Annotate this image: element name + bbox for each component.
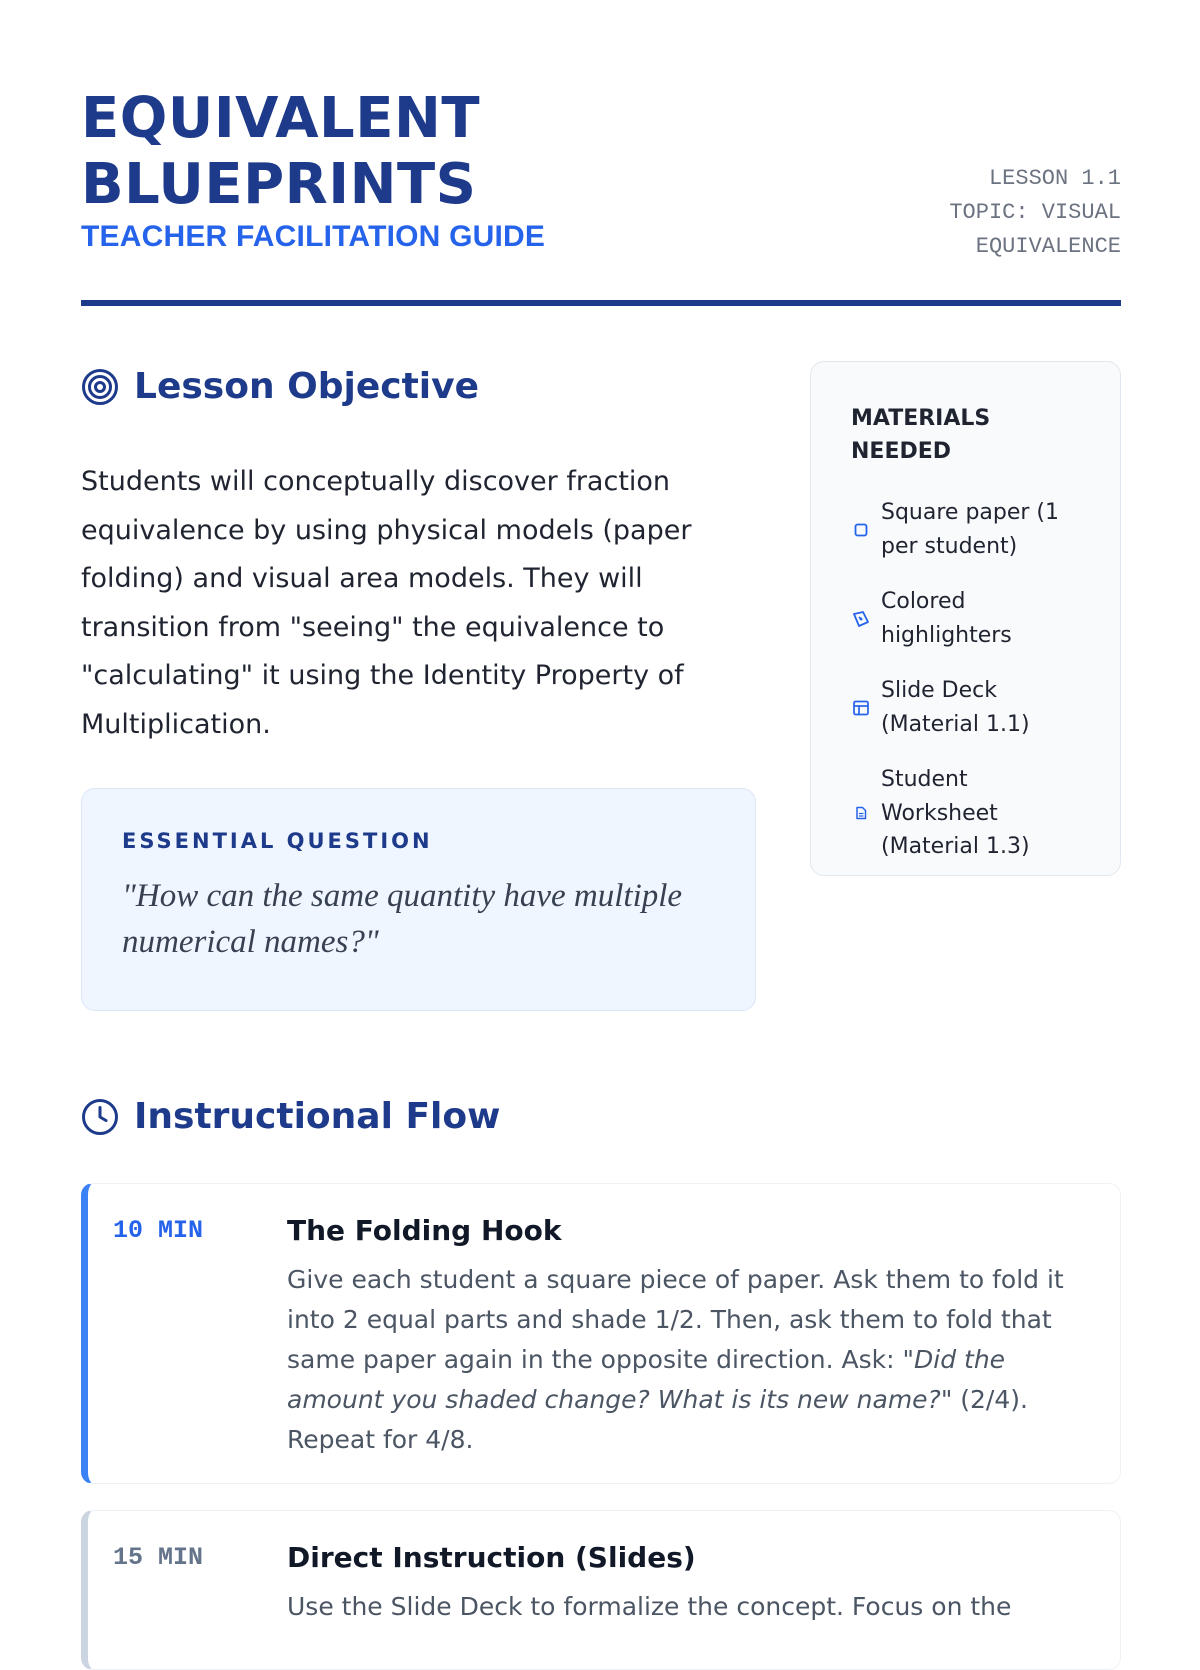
objective-heading xyxy=(81,366,479,407)
materials-title: MATERIALS NEEDED xyxy=(851,406,991,464)
step-question: "Did the amount you shaded change? What is its new name?" xyxy=(287,1345,1006,1414)
document-icon xyxy=(851,803,871,823)
essential-question-quote: "How can the same quantity have multiple numerical names?" xyxy=(122,878,683,960)
title-line-2: BLUEPRINTS xyxy=(81,152,477,217)
step-title: The Folding Hook xyxy=(287,1214,562,1247)
clock-icon xyxy=(81,1098,119,1136)
objective-heading-text: Lesson Objective xyxy=(134,366,480,407)
step-description xyxy=(287,1260,1077,1460)
document-header xyxy=(81,86,1121,306)
list-item xyxy=(851,496,1080,563)
materials-panel xyxy=(810,361,1121,876)
flow-heading-text: Instructional Flow xyxy=(134,1096,501,1137)
step-text: (2/4). Repeat for 4/8. xyxy=(287,1385,1028,1454)
material-label: Student Worksheet (Material 1.3) xyxy=(881,767,1030,859)
target-icon xyxy=(81,368,119,406)
flow-step-card xyxy=(81,1510,1121,1670)
materials-list xyxy=(851,496,1080,864)
material-label: Slide Deck (Material 1.1) xyxy=(881,678,1030,737)
highlighter-icon xyxy=(851,609,871,629)
list-item xyxy=(851,763,1080,864)
list-item xyxy=(851,674,1080,741)
essential-question-box xyxy=(81,788,756,1011)
lesson-meta xyxy=(949,162,1121,264)
lesson-topic-line-1: TOPIC: VISUAL xyxy=(949,200,1121,225)
square-icon xyxy=(851,520,871,540)
lesson-guide-page xyxy=(81,0,1121,1621)
document-subtitle: TEACHER FACILITATION GUIDE xyxy=(81,220,546,253)
step-duration: 15 MIN xyxy=(113,1543,204,1572)
step-title: Direct Instruction (Slides) xyxy=(287,1541,696,1574)
material-label: Square paper (1 per student) xyxy=(881,500,1060,559)
step-text: Give each student a square piece of paper. Ask them to fold it into 2 equal parts and shade 1/2. Then, ask them to fold that same paper again in the opposite direction. Ask: xyxy=(287,1265,1064,1374)
essential-question-label: ESSENTIAL QUESTION xyxy=(122,829,433,853)
objective-text: Students will conceptually discover fraction equivalence by using physical models (paper folding) and visual area models. They will transition from "seeing" the equivalence to "calculating" it using the Identity Property of Multiplication. xyxy=(81,466,692,740)
slides-icon xyxy=(851,698,871,718)
flow-step-card xyxy=(81,1183,1121,1484)
step-duration: 10 MIN xyxy=(113,1216,204,1245)
flow-heading xyxy=(81,1096,500,1137)
step-text: Use the Slide Deck to formalize the concept. Focus on the xyxy=(287,1592,1012,1621)
list-item xyxy=(851,585,1080,652)
header-divider xyxy=(81,300,1121,306)
title-line-1: EQUIVALENT xyxy=(81,86,481,151)
lesson-number: LESSON 1.1 xyxy=(988,166,1121,191)
lesson-topic-line-2: EQUIVALENCE xyxy=(975,234,1121,259)
step-description xyxy=(287,1587,1077,1627)
material-label: Colored highlighters xyxy=(881,589,1012,648)
